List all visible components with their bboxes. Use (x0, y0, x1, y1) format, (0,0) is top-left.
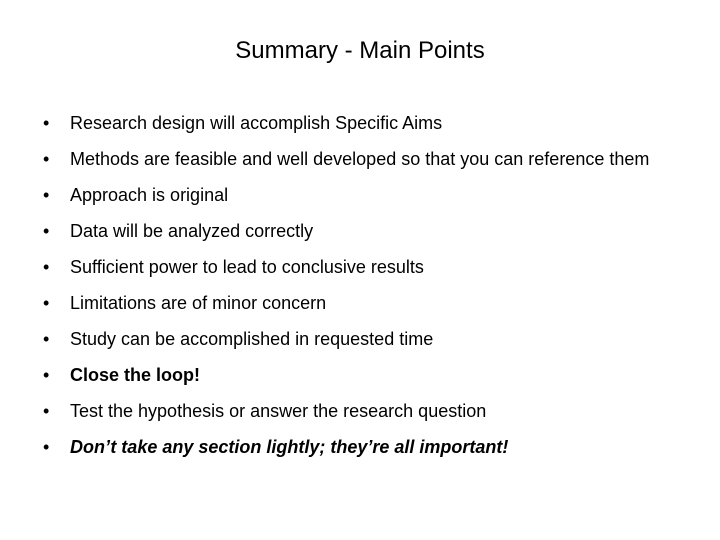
bullet-dot-icon: • (43, 329, 50, 349)
bullet-dot-icon: • (43, 149, 50, 169)
bullet-dot-icon: • (43, 401, 50, 421)
bullet-text: Study can be accomplished in requested time (70, 329, 434, 349)
bullet-list (43, 113, 693, 473)
bullet-dot-icon: • (43, 437, 50, 457)
bullet-dot-icon: • (43, 257, 50, 277)
bullet-text: Test the hypothesis or answer the research question (70, 401, 487, 421)
slide-title: Summary - Main Points (235, 37, 485, 64)
bullet-item (43, 293, 693, 314)
bullet-item (43, 257, 693, 278)
bullet-item (43, 221, 693, 242)
bullet-text: Sufficient power to lead to conclusive results (70, 257, 424, 277)
bullet-item (43, 113, 693, 134)
bullet-item (43, 149, 693, 170)
bullet-text: Approach is original (70, 185, 229, 205)
bullet-text: Research design will accomplish Specific Aims (70, 113, 443, 133)
bullet-item (43, 437, 693, 458)
bullet-text: Close the loop! (70, 365, 200, 385)
bullet-dot-icon: • (43, 293, 50, 313)
bullet-item (43, 401, 693, 422)
bullet-text: Don’t take any section lightly; they’re all important! (70, 437, 509, 457)
bullet-item (43, 329, 693, 350)
bullet-item (43, 185, 693, 206)
bullet-item (43, 365, 693, 386)
bullet-dot-icon: • (43, 365, 50, 385)
bullet-text: Limitations are of minor concern (70, 293, 327, 313)
bullet-dot-icon: • (43, 221, 50, 241)
bullet-dot-icon: • (43, 113, 50, 133)
bullet-text: Data will be analyzed correctly (70, 221, 314, 241)
bullet-text: Methods are feasible and well developed so that you can reference them (70, 149, 650, 169)
bullet-dot-icon: • (43, 185, 50, 205)
